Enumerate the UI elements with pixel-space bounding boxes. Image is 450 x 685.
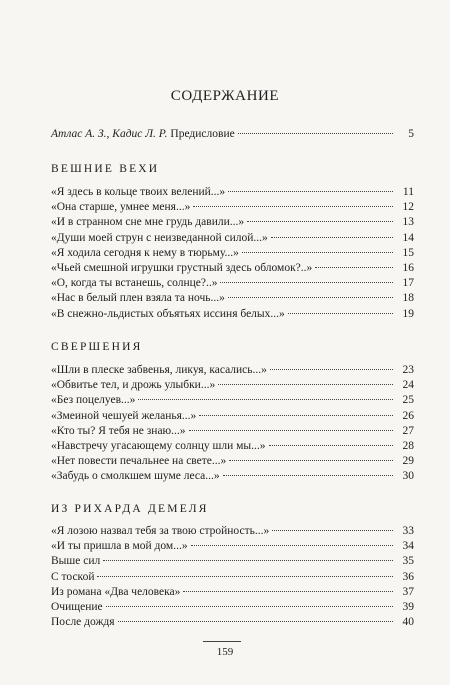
dot-leader xyxy=(97,576,393,577)
page-number: 37 xyxy=(402,585,414,598)
toc-row xyxy=(51,454,414,469)
page-number: 30 xyxy=(402,470,414,483)
page-number: 24 xyxy=(402,379,414,392)
toc-row xyxy=(51,127,414,142)
dot-leader xyxy=(118,621,393,622)
page-number: 14 xyxy=(402,231,414,244)
page-number: 33 xyxy=(402,525,414,537)
entry-title: «Кто ты? Я тебя не знаю...» xyxy=(51,424,186,437)
folio-rule xyxy=(203,641,241,642)
entry-title: «Она старше, умнее меня...» xyxy=(51,201,191,214)
dot-leader xyxy=(271,237,393,238)
dot-leader xyxy=(270,369,393,370)
toc-row xyxy=(51,615,414,630)
page-number: 29 xyxy=(402,455,414,468)
dot-leader xyxy=(247,221,393,222)
toc-row xyxy=(51,185,414,200)
page-number: 18 xyxy=(402,292,414,305)
entry-title: «Я лозою назвал тебя за твою стройность...» xyxy=(51,525,270,537)
entry-title: Из романа «Два человека» xyxy=(51,585,181,598)
dot-leader xyxy=(183,591,393,592)
dot-leader xyxy=(272,530,393,531)
page-number: 17 xyxy=(402,277,414,290)
toc-row xyxy=(51,291,414,306)
page-number: 36 xyxy=(402,570,414,583)
toc-row xyxy=(51,585,414,600)
entry-title: «Шли в плеске забвенья, ликуя, касались...» xyxy=(51,364,267,376)
section-heading-veshnie-vekhi: ВЕШНИЕ ВЕХИ xyxy=(51,163,160,175)
entry-title: «Навстречу угасающему солнцу шли мы...» xyxy=(51,439,266,452)
dot-leader xyxy=(229,460,393,461)
toc-row xyxy=(51,363,414,378)
section-entries-svershenia xyxy=(51,363,414,485)
toc-row xyxy=(51,570,414,585)
toc-row xyxy=(51,378,414,393)
entry-title: «Я ходила сегодня к нему в тюрьму...» xyxy=(51,246,239,259)
dot-leader xyxy=(288,313,393,314)
toc-row xyxy=(51,393,414,408)
dot-leader xyxy=(220,282,393,283)
toc-row xyxy=(51,200,414,215)
section-entries-veshnie-vekhi xyxy=(51,185,414,322)
toc-row xyxy=(51,600,414,615)
entry-title: «Забудь о смолкшем шуме леса...» xyxy=(51,470,220,483)
entry-title: «Души моей струн с неизведанной силой...» xyxy=(51,231,268,244)
entry-title: С тоской xyxy=(51,570,95,583)
dot-leader xyxy=(315,267,393,268)
page-number: 39 xyxy=(402,600,414,613)
entry-title: «И в странном сне мне грудь давили...» xyxy=(51,216,245,229)
toc-row xyxy=(51,524,414,539)
page-title: СОДЕРЖАНИЕ xyxy=(170,88,280,104)
page-number: 13 xyxy=(402,216,414,229)
toc-row xyxy=(51,246,414,261)
page-number: 11 xyxy=(402,186,414,198)
page-number: 27 xyxy=(402,424,414,437)
entry-title: «Чьей смешной игрушки грустный здесь обломок?..» xyxy=(51,261,313,274)
page-number: 19 xyxy=(402,307,414,320)
section-entries-iz-rikharda-demelya xyxy=(51,524,414,630)
entry-title: «Нет повести печальнее на свете...» xyxy=(51,455,227,468)
page-number: 40 xyxy=(402,616,414,629)
entry-title: «В снежно-льдистых объятьях иссиня белых...» xyxy=(51,307,285,320)
toc-row xyxy=(51,439,414,454)
intro-label: Предисловие xyxy=(170,128,235,140)
dot-leader xyxy=(193,206,393,207)
intro-entry xyxy=(51,127,414,142)
dot-leader xyxy=(106,606,393,607)
section-heading-iz-rikharda-demelya: ИЗ РИХАРДА ДЕМЕЛЯ xyxy=(51,503,209,515)
page-number: 23 xyxy=(402,364,414,376)
entry-title: «Я здесь в кольце твоих велений...» xyxy=(51,186,226,198)
toc-row xyxy=(51,215,414,230)
page-number: 25 xyxy=(402,394,414,407)
entry-title: «Нас в белый плен взяла та ночь...» xyxy=(51,292,225,305)
toc-row xyxy=(51,424,414,439)
page-number: 16 xyxy=(402,261,414,274)
page-number: 28 xyxy=(402,439,414,452)
dot-leader xyxy=(189,430,393,431)
page-number: 34 xyxy=(402,540,414,553)
toc-row xyxy=(51,261,414,276)
page-folio: 159 xyxy=(216,646,234,658)
dot-leader xyxy=(269,445,393,446)
toc-row xyxy=(51,554,414,569)
toc-row xyxy=(51,307,414,322)
entry-title: «Обвитье тел, и дрожь улыбки...» xyxy=(51,379,216,392)
dot-leader xyxy=(223,475,393,476)
dot-leader xyxy=(228,297,393,298)
dot-leader xyxy=(138,399,393,400)
entry-title: «Без поцелуев...» xyxy=(51,394,136,407)
dot-leader xyxy=(242,252,393,253)
entry-title: «Змеиной чешуей желанья...» xyxy=(51,409,197,422)
intro-authors: Атлас А. З., Кадис Л. Р. xyxy=(51,128,168,140)
dot-leader xyxy=(103,560,393,561)
section-heading-svershenia: СВЕРШЕНИЯ xyxy=(51,341,143,353)
dot-leader xyxy=(199,415,393,416)
page-number: 15 xyxy=(402,246,414,259)
entry-title: Очищение xyxy=(51,600,103,613)
page-number: 26 xyxy=(402,409,414,422)
page-number: 35 xyxy=(402,555,414,568)
toc-row xyxy=(51,409,414,424)
dot-leader xyxy=(228,191,393,192)
dot-leader xyxy=(218,384,393,385)
toc-row xyxy=(51,276,414,291)
dot-leader xyxy=(191,545,393,546)
toc-row xyxy=(51,539,414,554)
entry-title: «И ты пришла в мой дом...» xyxy=(51,540,188,553)
toc-row xyxy=(51,469,414,484)
entry-title: После дождя xyxy=(51,616,115,629)
page-number: 12 xyxy=(402,201,414,214)
entry-title: Выше сил xyxy=(51,555,101,568)
dot-leader xyxy=(238,133,393,134)
toc-row xyxy=(51,231,414,246)
entry-title: «О, когда ты встанешь, солнце?..» xyxy=(51,277,218,290)
page-number: 5 xyxy=(408,128,414,140)
